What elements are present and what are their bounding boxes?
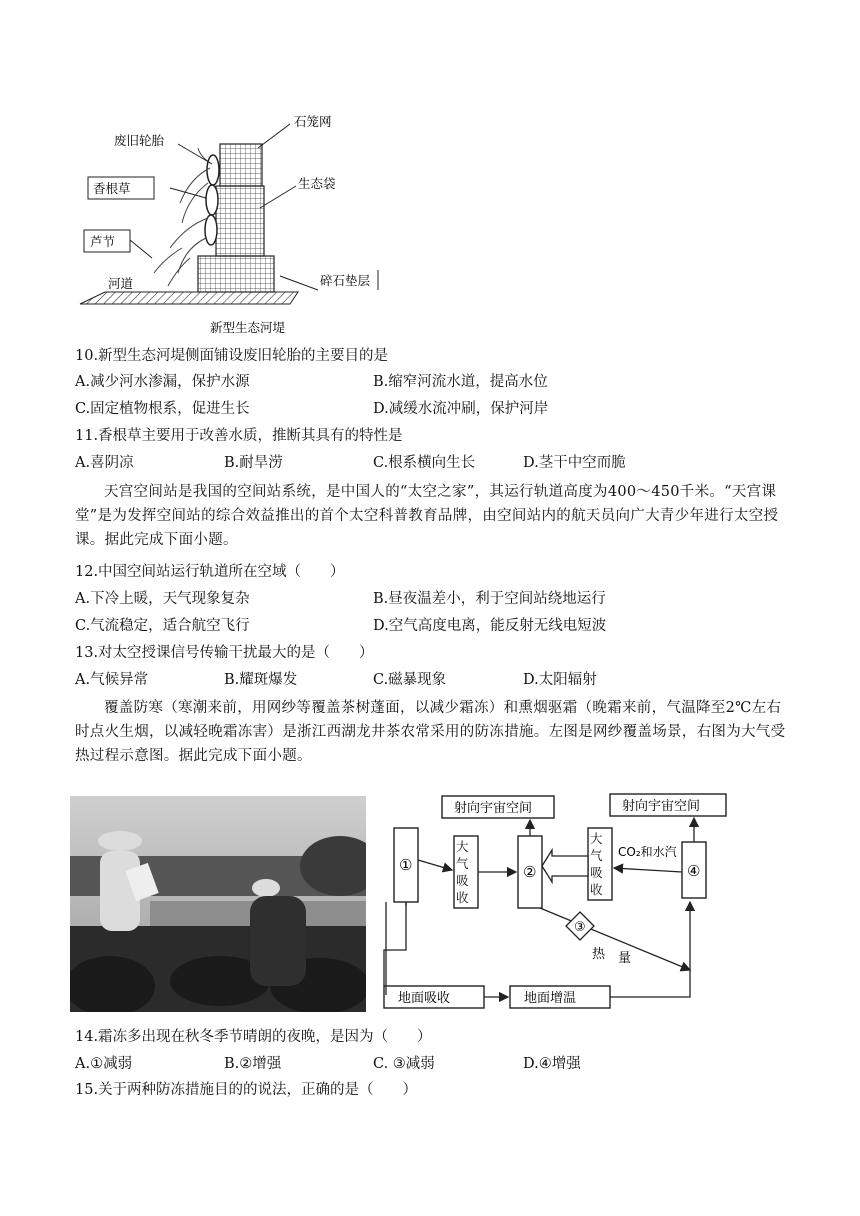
- eco-embankment-diagram: [70, 108, 400, 340]
- label-ground-absorb: 地面吸收: [398, 991, 451, 1006]
- q10-option-c[interactable]: C.固定植物根系，促进生长: [75, 401, 250, 417]
- label-space-1: 射向宇宙空间: [454, 801, 533, 816]
- label-3: ③: [574, 920, 586, 935]
- label-1: ①: [399, 856, 413, 874]
- tire: [207, 155, 219, 185]
- tea-garden-photo: [70, 796, 366, 1012]
- label-space-2: 射向宇宙空间: [622, 799, 701, 814]
- q11-option-d[interactable]: D.茎干中空而脆: [523, 455, 626, 471]
- gabion-net-mid: [216, 186, 264, 256]
- figure-caption: 新型生态河堤: [210, 320, 286, 335]
- label-ground-warm: 地面增温: [524, 991, 577, 1006]
- q12-option-b[interactable]: B.昼夜温差小，利于空间站绕地运行: [373, 591, 606, 607]
- gravel-layer: [80, 292, 298, 304]
- q12-stem: 12.中国空间站运行轨道所在空域（ ）: [75, 564, 345, 580]
- label-heat-2: 量: [618, 951, 632, 966]
- gabion-net-base: [198, 256, 274, 292]
- q11-option-b[interactable]: B.耐旱涝: [224, 455, 283, 471]
- q14-option-a[interactable]: A.①减弱: [75, 1056, 133, 1072]
- q14-stem: 14.霜冻多出现在秋冬季节晴朗的夜晚，是因为（ ）: [75, 1029, 432, 1045]
- label-gravel: 碎石垫层: [320, 273, 371, 288]
- passage-tiangong: 天宫空间站是我国的空间站系统，是中国人的“太空之家”，其运行轨道高度为400～450千米。“天宫课堂”是为发挥空间站的综合效益推出的首个太空科普教育品牌，由空间站内的航天员向广大青少年进行太空授课。据此完成下面小题。: [75, 484, 779, 548]
- q14-option-d[interactable]: D.④增强: [523, 1056, 581, 1072]
- q11-option-c[interactable]: C.根系横向生长: [373, 455, 476, 471]
- q12-option-c[interactable]: C.气流稳定，适合航空飞行: [75, 618, 250, 634]
- q13-option-a[interactable]: A.气候异常: [75, 672, 149, 688]
- label-heat-1: 热: [592, 947, 606, 962]
- label-2: ②: [523, 863, 537, 881]
- q11-stem: 11.香根草主要用于改善水质，推断其具有的特性是: [75, 428, 403, 444]
- q12-option-a[interactable]: A.下冷上暖，天气现象复杂: [75, 591, 250, 607]
- q13-option-b[interactable]: B.耀斑爆发: [224, 672, 298, 688]
- tire: [206, 185, 218, 215]
- q13-stem: 13.对太空授课信号传输干扰最大的是（ ）: [75, 645, 374, 661]
- gabion-net-top: [220, 144, 262, 186]
- label-tire: 废旧轮胎: [114, 133, 165, 148]
- q10-option-d[interactable]: D.减缓水流冲刷，保护河岸: [373, 401, 549, 417]
- q13-option-c[interactable]: C.磁暴现象: [373, 672, 447, 688]
- label-atm-absorb-1: 大气吸收: [456, 839, 469, 905]
- label-co2-vapor: CO₂和水汽: [618, 845, 677, 859]
- atmosphere-heating-diagram: [372, 790, 747, 1012]
- q10-stem: 10.新型生态河堤侧面铺设废旧轮胎的主要目的是: [75, 348, 389, 364]
- q15-stem: 15.关于两种防冻措施目的的说法，正确的是（ ）: [75, 1082, 418, 1098]
- q10-option-a[interactable]: A.减少河水渗漏，保护水源: [75, 374, 250, 390]
- label-eco-bag: 生态袋: [298, 176, 336, 191]
- label-river: 河道: [108, 276, 134, 291]
- label-4: ④: [687, 862, 701, 880]
- q14-option-b[interactable]: B.②增强: [224, 1056, 282, 1072]
- label-gabion-net: 石笼网: [294, 114, 332, 129]
- passage-frost-protection: 覆盖防寒（寒潮来前，用网纱等覆盖茶树蓬面，以减少霜冻）和熏烟驱霜（晚霜来前，气温降至2℃左右时点火生烟，以减轻晚霜冻害）是浙江西湖龙井茶农常采用的防冻措施。左图是网纱覆盖场景，右图为大气受热过程示意图。据此完成下面小题。: [75, 700, 786, 764]
- q14-option-c[interactable]: C. ③减弱: [373, 1056, 435, 1072]
- label-reed: 芦节: [90, 234, 116, 249]
- q10-option-b[interactable]: B.缩窄河流水道，提高水位: [373, 374, 548, 390]
- tire: [205, 215, 217, 245]
- label-vetiver: 香根草: [93, 181, 131, 196]
- label-atm-absorb-2: 大气吸收: [590, 831, 603, 897]
- q11-option-a[interactable]: A.喜阴凉: [75, 455, 134, 471]
- q12-option-d[interactable]: D.空气高度电离，能反射无线电短波: [373, 618, 607, 634]
- q13-option-d[interactable]: D.太阳辐射: [523, 672, 597, 688]
